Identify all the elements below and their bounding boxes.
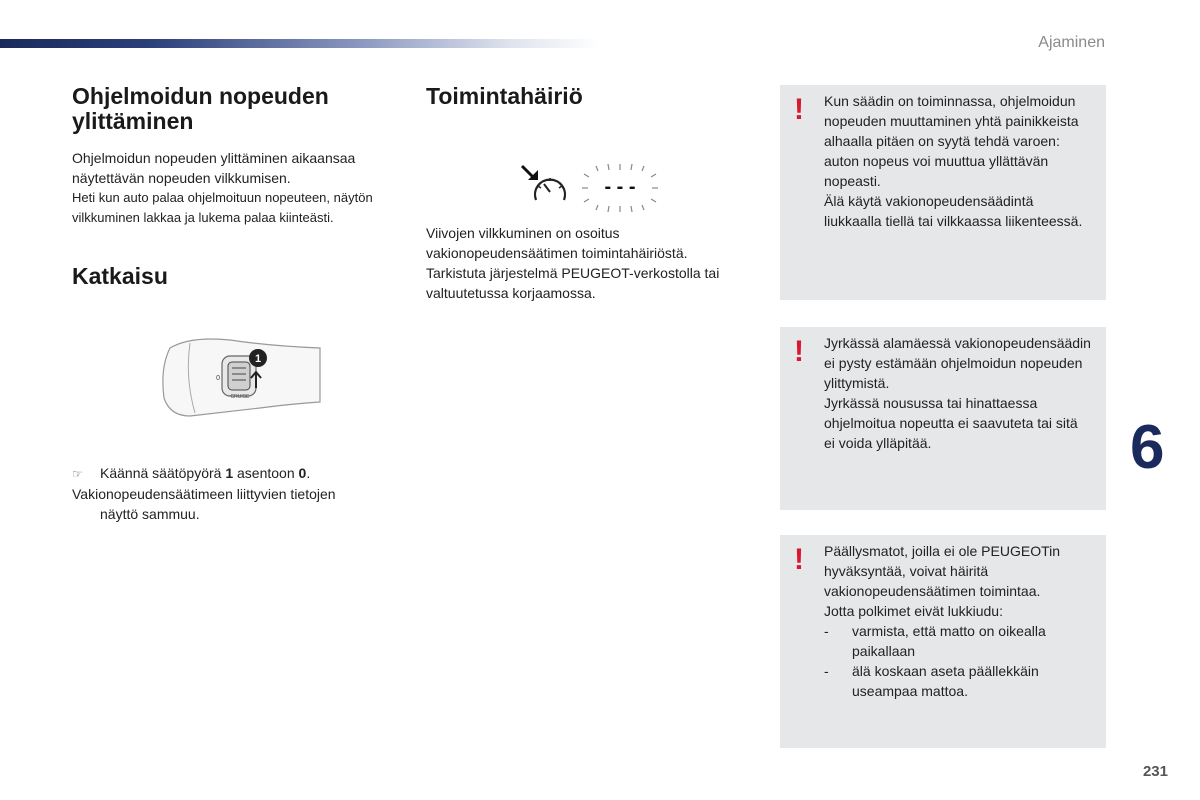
warning-icon: ! <box>794 335 804 368</box>
chapter-number: 6 <box>1130 413 1165 482</box>
list-item: - varmista, että matto on oikealla paikallaan <box>824 623 1046 659</box>
page-number: 231 <box>1142 763 1168 780</box>
warning-text-1: Kun säädin on toiminnassa, ohjelmoidun nopeuden muuttaminen yhtä painikkeista alhaalla pitäen on syytä tehdä varoen: auton nopeus voi muuttua yllättävän nopeasti. Älä käytä vakionopeudensäädintä liukkaalla tiellä tai vilkkaassa liikenteessä. <box>824 93 1083 229</box>
malfunction-display-illustration <box>516 160 666 212</box>
paragraph-dashes: Viivojen vilkkuminen on osoitus vakionopeudensäätimen toimintahäiriöstä. <box>426 225 688 261</box>
warning-box-3 <box>780 535 1106 748</box>
middle-column-text <box>426 223 761 303</box>
left-column <box>72 84 402 228</box>
warning-icon: ! <box>794 543 804 576</box>
bullet-hand-icon: ☞ <box>72 467 83 481</box>
list-item: - älä koskaan aseta päällekkäin useampaa mattoa. <box>824 663 1039 699</box>
heading-malfunction: Toimintahäiriö <box>426 83 583 109</box>
cruise-stalk-illustration <box>150 328 330 428</box>
paragraph-return: Heti kun auto palaa ohjelmoituun nopeuteen, näytön vilkkuminen lakkaa ja lukema palaa kiinteästi. <box>72 190 373 225</box>
figure-label-1: 1 <box>254 353 262 365</box>
header-bar <box>0 39 600 48</box>
dashes-display: - - - <box>604 176 636 198</box>
left-column-3 <box>72 463 402 524</box>
warning-box-1 <box>780 85 1106 300</box>
left-column-2 <box>72 264 402 289</box>
bullet-instruction: ☞ Käännä säätöpyörä 1 asentoon 0. <box>72 463 402 484</box>
warning-text-3: Päällysmatot, joilla ei ole PEUGEOTin hyväksyntää, voivat häiritä vakionopeudensäätimen toimintaa. Jotta polkimet eivät lukkiudu: - varmista, että matto on oikealla paikallaan - älä koskaan aseta päällekkäin useampaa mattoa. <box>824 541 1092 701</box>
figure-label-cruise: CRUISE <box>230 394 250 400</box>
paragraph-display-off: Vakionopeudensäätimeen liittyvien tietojen näyttö sammuu. <box>72 486 336 522</box>
heading-katkaisu: Katkaisu <box>72 263 168 289</box>
warning-icon: ! <box>794 93 804 126</box>
heading-speed-exceed: Ohjelmoidun nopeuden ylittäminen <box>72 83 329 134</box>
section-title: Ajaminen <box>1038 34 1105 51</box>
speedometer-icon <box>535 180 565 200</box>
paragraph-check: Tarkistuta järjestelmä PEUGEOT-verkostolla tai valtuutetussa korjaamossa. <box>426 265 720 301</box>
warning-text-2: Jyrkässä alamäessä vakionopeudensäädin ei pysty estämään ohjelmoidun nopeuden ylittymistä. Jyrkässä nousussa tai hinattaessa ohjelmoitua nopeutta ei saavuteta tai sitä ei voida ylläpitää. <box>824 335 1091 451</box>
middle-column <box>426 84 761 109</box>
figure-label-0: 0 <box>216 375 220 382</box>
paragraph-exceed: Ohjelmoidun nopeuden ylittäminen aikaansaa näytettävän nopeuden vilkkumisen. <box>72 150 356 186</box>
warning-box-2 <box>780 327 1106 510</box>
